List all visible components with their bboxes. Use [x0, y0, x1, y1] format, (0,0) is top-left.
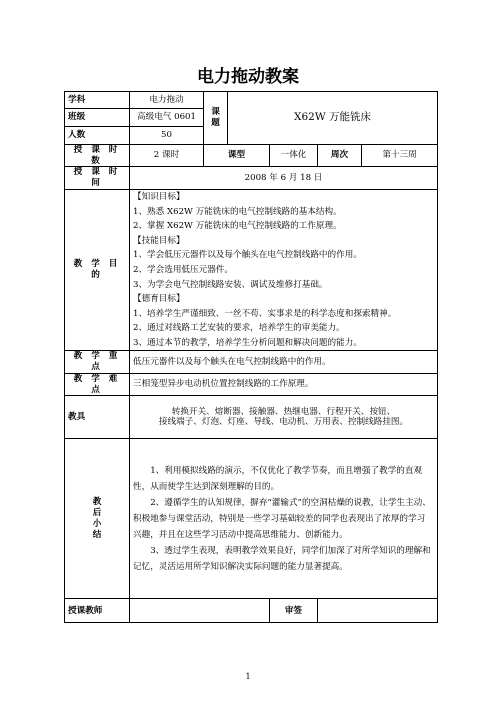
people-value: 50 — [130, 127, 204, 145]
difficulty-row — [65, 373, 438, 395]
teacher-label: 授课教师 — [65, 599, 130, 623]
objective-line: 3、为学会电气控制线路安装、调试及维修打基础。 — [133, 279, 328, 290]
summary-paragraph: 1、利用模拟线路的演示，不仅优化了教学节奏，而且增强了教学的直观性，从而使学生达到深刻理解的目的。 — [133, 465, 423, 492]
key-point-value: 低压元器件以及每个触头在电气控制线路中的作用。 — [130, 351, 438, 373]
summary-label-char: 教 — [92, 497, 102, 508]
difficulty-value: 三相笼型异步电动机位置控制线路的工作原理。 — [130, 373, 438, 395]
lesson-type-label: 课型 — [204, 145, 270, 167]
tools-line: 转换开关、熔断器、接触器、热继电器、行程开关、按钮、 — [171, 406, 396, 417]
difficulty-label: 教 学 难 点 — [65, 373, 130, 395]
summary-content — [130, 439, 438, 599]
objective-line: 2、掌握 X62W 万能铣床的电气控制线路的工作原理。 — [133, 221, 342, 232]
objective-line: 1、学会低压元器件以及每个触头在电气控制线路中的作用。 — [133, 250, 362, 261]
objective-line: 【知识目标】 — [133, 191, 185, 202]
objective-line: 【技能目标】 — [133, 235, 185, 246]
objective-line: 1、培养学生严谨细致、一丝不苟、实事求是的科学态度和探索精神。 — [133, 308, 397, 319]
document-title: 电力拖动教案 — [197, 67, 299, 87]
objectives-content — [130, 189, 438, 351]
summary-label — [65, 439, 130, 599]
summary-label-char: 小 — [92, 518, 102, 529]
summary-label-char: 后 — [92, 508, 102, 519]
lesson-plan-table — [64, 91, 438, 623]
hours-label: 授 课 时 数 — [65, 145, 130, 167]
subject-value: 电力拖动 — [130, 92, 204, 109]
objective-line: 2、通过对线路工艺安装的要求，培养学生的审美能力。 — [133, 323, 345, 334]
topic-label-char: 题 — [211, 118, 220, 128]
objective-line: 1、熟悉 X62W 万能铣床的电气控制线路的基本结构。 — [133, 206, 342, 217]
week-value: 第十三周 — [362, 145, 438, 167]
hours-value: 2 课时 — [130, 145, 204, 167]
hours-row — [65, 145, 438, 167]
summary-paragraph: 2、遵循学生的认知规律，摒弃“灌输式”的空洞枯燥的说教，让学生主动、积极地参与课堂活动，特别是一些学习基础较差的同学也表现出了浓厚的学习兴趣，并且在这些学习活动中提高思维能力、创新能力。 — [133, 497, 431, 540]
date-value: 2008 年 6 月 18 日 — [130, 167, 438, 189]
week-label: 周次 — [318, 145, 362, 167]
objective-line: 2、学会选用低压元器件。 — [133, 264, 233, 275]
objectives-label: 教 学 目 的 — [65, 189, 130, 351]
objective-line: 【德育目标】 — [133, 294, 185, 305]
summary-label-char: 结 — [92, 529, 102, 540]
topic-label-char: 课 — [211, 107, 220, 118]
date-label: 授 课 时 间 — [65, 167, 130, 189]
review-value — [318, 599, 438, 623]
tools-line: 接线端子、灯泡、灯座、导线、电动机、万用表、控制线路挂图。 — [158, 417, 409, 428]
topic-label-cell — [204, 92, 228, 145]
tools-row — [65, 396, 438, 439]
tools-label: 教具 — [65, 396, 130, 439]
tools-content — [130, 396, 438, 439]
signature-row — [65, 599, 438, 623]
summary-paragraph: 3、透过学生表现，表明教学效果良好，同学们加深了对所学知识的理解和记忆，灵活运用所学知识解决实际问题的能力显著提高。 — [133, 545, 431, 572]
class-label: 班级 — [65, 109, 130, 127]
topic-value: X62W 万能铣床 — [228, 92, 438, 145]
page-number: 1 — [245, 672, 251, 681]
class-value: 高级电气 0601 — [130, 109, 204, 127]
objectives-row — [65, 189, 438, 351]
date-row — [65, 167, 438, 189]
subject-row — [65, 92, 438, 109]
lesson-type-value: 一体化 — [270, 145, 318, 167]
objective-line: 3、通过本节的教学，培养学生分析问题和解决问题的能力。 — [133, 337, 362, 348]
review-label: 审签 — [270, 599, 318, 623]
teacher-value — [130, 599, 270, 623]
key-point-label: 教 学 重 点 — [65, 351, 130, 373]
subject-label: 学科 — [65, 92, 130, 109]
key-point-row — [65, 351, 438, 373]
people-label: 人数 — [65, 127, 130, 145]
summary-row — [65, 439, 438, 599]
